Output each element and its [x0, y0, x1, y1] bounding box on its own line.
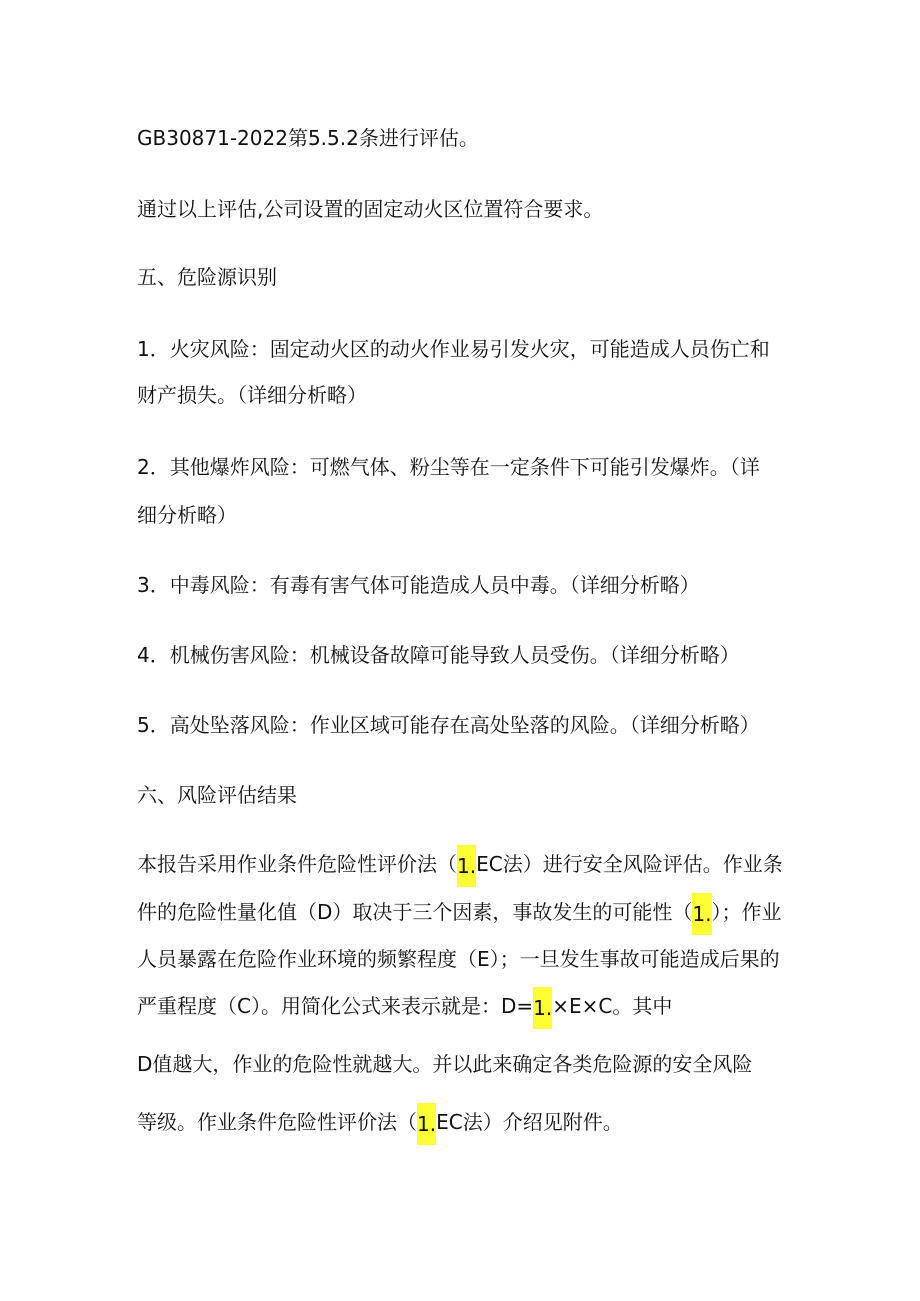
section-heading-risk-assessment: 六、风险评估结果: [137, 783, 297, 807]
text-line-standard-ref: GB30871-2022第5.5.2条进行评估。: [137, 126, 479, 150]
paragraph-line-5: D值越大，作业的危险性就越大。并以此来确定各类危险源的安全风险: [137, 1052, 753, 1076]
highlight-mark: 1.: [533, 987, 552, 1029]
highlight-mark: 1.: [692, 893, 711, 935]
hazard-item-2-line-2: 细分析略）: [137, 503, 237, 527]
paragraph-line-2: [137, 899, 782, 927]
text-segment: EC法）介绍见附件。: [436, 1110, 623, 1134]
text-segment: 件的危险性量化值（D）取决于三个因素，事故发生的可能性（: [137, 900, 693, 924]
text-segment: ）；作业: [711, 900, 782, 924]
text-segment: 严重程度（C）。用简化公式来表示就是：D=: [137, 994, 534, 1018]
text-segment: 本报告采用作业条件危险性评价法（: [137, 852, 457, 876]
text-segment: ×E×C。其中: [552, 994, 673, 1018]
hazard-item-3: 3．中毒风险：有毒有害气体可能造成人员中毒。（详细分析略）: [137, 573, 700, 597]
text-segment: 等级。作业条件危险性评价法（: [137, 1110, 417, 1134]
paragraph-line-3: 人员暴露在危险作业环境的频繁程度（E）；一旦发生事故可能造成后果的: [137, 947, 780, 971]
highlight-mark: 1.: [417, 1103, 436, 1145]
hazard-item-2-line-1: 2．其他爆炸风险：可燃气体、粉尘等在一定条件下可能引发爆炸。（详: [137, 455, 760, 479]
paragraph-line-1: [137, 851, 783, 879]
section-heading-hazard-identification: 五、危险源识别: [137, 265, 277, 289]
text-segment: EC法）进行安全风险评估。作业条: [476, 852, 783, 876]
hazard-item-1-line-2: 财产损失。（详细分析略）: [137, 383, 367, 407]
hazard-item-5: 5．高处坠落风险：作业区域可能存在高处坠落的风险。（详细分析略）: [137, 713, 760, 737]
paragraph-line-4: [137, 993, 672, 1021]
hazard-item-4: 4．机械伤害风险：机械设备故障可能导致人员受伤。（详细分析略）: [137, 643, 740, 667]
highlight-mark: 1.: [457, 845, 476, 887]
paragraph-line-6: [137, 1109, 623, 1137]
hazard-item-1-line-1: 1．火灾风险：固定动火区的动火作业易引发火灾，可能造成人员伤亡和: [137, 337, 770, 361]
text-line-conclusion: 通过以上评估,公司设置的固定动火区位置符合要求。: [137, 197, 604, 221]
